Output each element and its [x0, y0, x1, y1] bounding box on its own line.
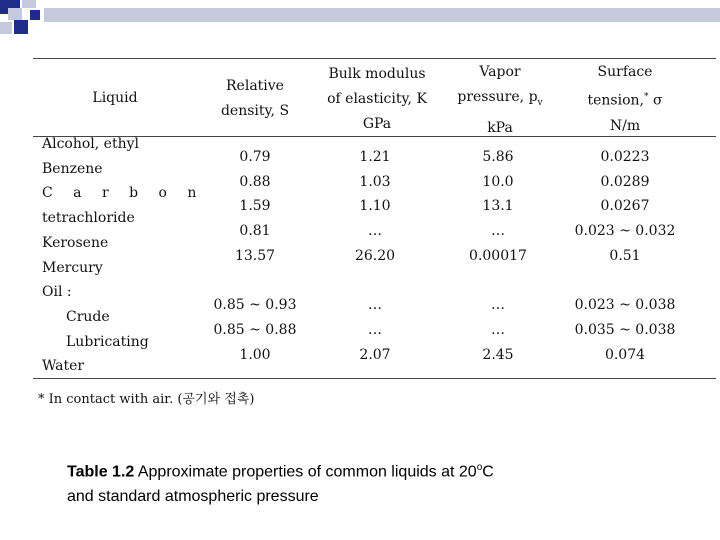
density-value: 0.85 ~ 0.93	[213, 297, 297, 314]
density-value: 0.81	[239, 223, 271, 240]
liquid-name: Oil :	[42, 284, 72, 301]
surface-value: 0.0267	[600, 198, 650, 215]
slide-decoration	[0, 0, 720, 40]
header-bulk-line2: of elasticity, K	[327, 91, 427, 107]
vapor-value: …	[491, 223, 505, 240]
header-vapor-line3: kPa	[487, 119, 513, 136]
liquid-name: Kerosene	[42, 234, 109, 251]
surface-value: 0.074	[604, 346, 646, 363]
vapor-value: 13.1	[482, 198, 514, 215]
vapor-value: …	[491, 321, 505, 338]
header-vapor-pressure	[445, 60, 555, 141]
header-density-line2: density, S	[220, 103, 290, 119]
degree-mark: o	[476, 462, 483, 473]
liquid-name: Benzene	[42, 160, 103, 177]
surface-value: 0.51	[609, 247, 641, 264]
liquid-name: Water	[42, 358, 85, 375]
vapor-pressure-column	[448, 145, 548, 367]
table-caption	[67, 455, 687, 509]
liquid-name: C a r b o n	[42, 185, 197, 202]
header-liquid: Liquid	[92, 90, 138, 106]
bulk-value: 26.20	[354, 247, 396, 264]
table-top-rule	[33, 58, 716, 59]
vapor-value: 5.86	[482, 149, 514, 165]
surface-tension-column	[565, 145, 685, 367]
vapor-subscript: v	[537, 97, 543, 108]
density-value: 0.88	[239, 173, 271, 190]
density-value: 0.79	[239, 149, 271, 165]
density-value	[205, 269, 305, 294]
header-surface-line1: Surface	[597, 64, 653, 80]
header-surface-tension	[570, 60, 680, 139]
bulk-value: …	[368, 297, 382, 314]
density-value: 1.00	[239, 346, 271, 363]
liquid-name: Alcohol, ethyl	[42, 136, 139, 152]
liquid-name: Lubricating	[66, 333, 149, 350]
density-value: 1.59	[239, 198, 271, 215]
vapor-value: 0.00017	[469, 247, 527, 264]
surface-value: 0.035 ~ 0.038	[574, 321, 676, 338]
vapor-value: 2.45	[482, 346, 514, 363]
table-footnote: * In contact with air. (공기와 접촉)	[38, 392, 255, 407]
header-surface-line3: N/m	[609, 117, 641, 134]
surface-value: 0.0223	[600, 149, 650, 165]
properties-table	[30, 58, 686, 407]
header-bulk-line3: GPa	[362, 116, 392, 132]
caption-label: Table 1.2	[67, 463, 135, 481]
liquid-column	[42, 132, 212, 379]
liquid-name: Mercury	[42, 259, 103, 276]
header-density-line1: Relative	[226, 78, 284, 94]
header-vapor-line2: pressure, $p_v$	[457, 89, 543, 108]
liquid-name: tetrachloride	[42, 210, 135, 227]
density-column	[205, 145, 305, 367]
bulk-value: …	[368, 321, 382, 338]
vapor-value	[448, 269, 548, 294]
bulk-value	[325, 269, 425, 294]
bulk-modulus-column	[325, 145, 425, 367]
header-density	[210, 74, 300, 124]
caption-line2: and standard atmospheric pressure	[67, 488, 319, 506]
caption-line1: Table 1.2 Approximate properties of common liquids at 20$^o$C	[67, 462, 494, 481]
bulk-value: …	[368, 223, 382, 240]
surface-value	[565, 269, 685, 294]
vapor-value: 10.0	[482, 173, 514, 190]
header-surface-line2: tension,* σ	[587, 92, 663, 109]
density-value: 0.85 ~ 0.88	[213, 321, 297, 338]
header-bulk-line1: Bulk modulus	[328, 66, 426, 82]
bulk-value: 1.10	[359, 198, 391, 215]
surface-asterisk: *	[643, 92, 649, 102]
density-value: 13.57	[234, 247, 276, 264]
bulk-value: 1.21	[359, 149, 391, 165]
header-bulk-modulus	[312, 62, 442, 137]
header-vapor-line1: Vapor	[479, 64, 521, 80]
surface-value: 0.023 ~ 0.038	[574, 297, 676, 314]
bulk-value: 1.03	[359, 173, 391, 190]
surface-value: 0.0289	[600, 173, 650, 190]
vapor-value: …	[491, 297, 505, 314]
liquid-name: Crude	[66, 308, 110, 325]
surface-value: 0.023 ~ 0.032	[574, 223, 676, 240]
bulk-value: 2.07	[359, 346, 391, 363]
